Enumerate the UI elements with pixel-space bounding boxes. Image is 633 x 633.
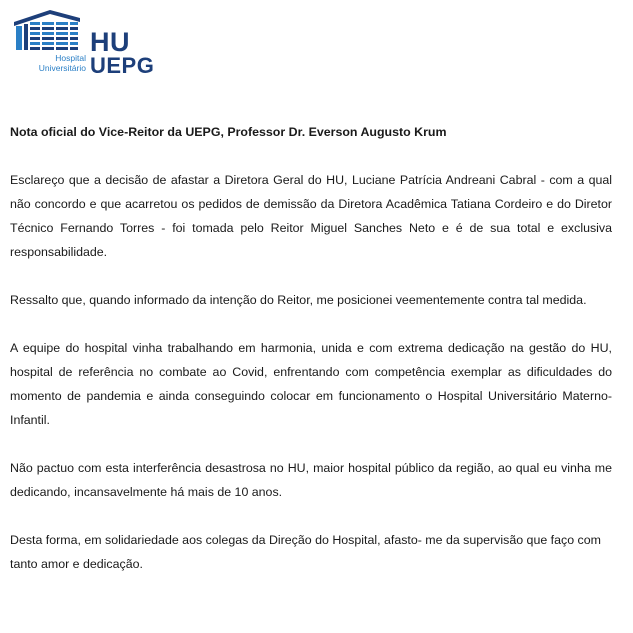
logo-brand-hu: HU <box>90 27 130 57</box>
note-paragraph: Não pactuo com esta interferência desastrosa no HU, maior hospital público da região, ao qual eu vinha me dedicando, incansavelmente há mais de 10 anos. <box>10 461 612 499</box>
hospital-building-icon <box>10 8 82 54</box>
note-paragraph: Esclareço que a decisão de afastar a Diretora Geral do HU, Luciane Patrícia Andreani Cabral - com a qual não concordo e que acarretou os pedidos de demissão da Diretora Acadêmica Tatiana Cordeiro e do Diretor Técnico Fernando Torres - foi tomada pelo Reitor Miguel Sanches Neto e é de sua total e exclusiva responsabilidade. <box>10 173 612 259</box>
logo-brand-uepg: UEPG <box>90 53 155 78</box>
note-paragraph: Desta forma, em solidariedade aos colegas da Direção do Hospital, afasto- me da supervisão que faço com tanto amor e dedicação. <box>10 533 601 571</box>
official-note <box>10 120 612 600</box>
logo-subtitle-line2: Universitário <box>38 63 86 73</box>
note-paragraph: A equipe do hospital vinha trabalhando em harmonia, unida e com extrema dedicação na gestão do HU, hospital de referência no combate ao Covid, enfrentando com competência exemplar as dificuldades do momento de pandemia e ainda conseguindo colocar em funcionamento o Hospital Universitário Materno-Infantil. <box>10 341 612 427</box>
note-title: Nota oficial do Vice-Reitor da UEPG, Professor Dr. Everson Augusto Krum <box>10 125 447 139</box>
logo-subtitle <box>16 53 86 73</box>
logo-subtitle-line1: Hospital <box>55 53 86 63</box>
hu-uepg-logo <box>10 8 160 76</box>
note-paragraph: Ressalto que, quando informado da intenção do Reitor, me posicionei veementemente contra tal medida. <box>10 293 587 307</box>
